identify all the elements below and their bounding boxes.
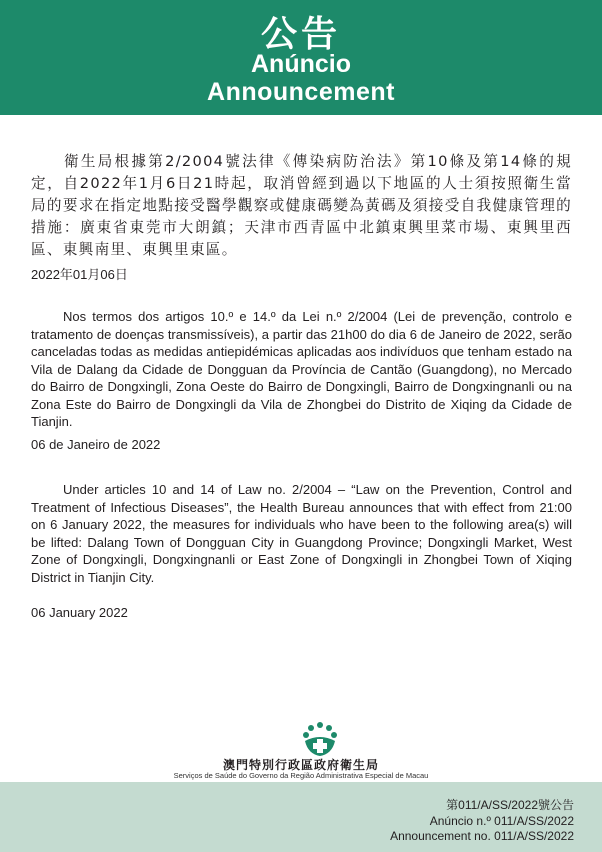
health-bureau-logo-icon — [302, 721, 338, 757]
portuguese-paragraph — [31, 308, 572, 431]
english-paragraph — [31, 481, 572, 586]
reference-footer — [0, 782, 602, 852]
reference-number-english: Announcement no. 011/A/SS/2022 — [390, 829, 574, 843]
chinese-paragraph-text: 衛生局根據第2/2004號法律《傳染病防治法》第10條及第14條的規定，自2022年1月6日21時起，取消曾經到過以下地區的人士須按照衛生當局的要求在指定地點接受醫學觀察或健康碼變為黃碼及須接受自我健康管理的措施：廣東省東莞市大朗鎮；天津市西青區中北鎮東興里菜市場、東興里西區、東興南里、東興里東區。 — [31, 153, 572, 258]
chinese-paragraph — [31, 151, 572, 261]
portuguese-paragraph-text: Nos termos dos artigos 10.º e 14.º da Lei n.º 2/2004 (Lei de prevenção, controlo e tratamento de doenças transmissíveis), a partir das 21h00 do dia 6 de Janeiro de 2022, serão canceladas todas as medidas antiepidémicas aplicadas aos indivíduos que tenham estado na Vila de Dalang da Cidade de Dongguan da Província de Cantão (Guangdong), no Mercado do Bairro de Dongxingli, Zona Oeste do Bairro de Dongxingli, Bairro de Dongxingnanli ou na Zona Este do Bairro de Dongxingli da Vila de Zhongbei do Distrito de Xiqing da Cidade de Tianjin. — [31, 309, 572, 429]
bureau-name-portuguese: Serviços de Saúde do Governo da Região Administrativa Especial de Macau — [173, 771, 429, 780]
bureau-name-chinese: 澳門特別行政區政府衛生局 — [222, 758, 379, 772]
reference-number-chinese: 第011/A/SS/2022號公告 — [446, 798, 574, 812]
english-paragraph-text: Under articles 10 and 14 of Law no. 2/2004 – “Law on the Prevention, Control and Treatment of Infectious Diseases”, the Health Bureau announces that with effect from 21:00 on 6 January 2022, the measures for individuals who have been to the following area(s) will be lifted: Dalang Town of Dongguan City in Guangdong Province; Dongxingli Market, West Zone of Dongxingli, Dongxingnanli or East Zone of Dongxingli in Zhongbei Town of Xiqing District in Tianjin City. — [31, 482, 572, 585]
chinese-date: 2022年01月06日 — [31, 267, 128, 282]
english-date: 06 January 2022 — [31, 605, 128, 620]
portuguese-date: 06 de Janeiro de 2022 — [31, 437, 161, 452]
reference-number-portuguese: Anúncio n.º 011/A/SS/2022 — [429, 814, 574, 828]
announcement-header — [0, 0, 602, 115]
title-english: Announcement — [207, 78, 395, 106]
title-portuguese: Anúncio — [251, 50, 351, 78]
title-chinese: 公告 — [260, 14, 341, 55]
